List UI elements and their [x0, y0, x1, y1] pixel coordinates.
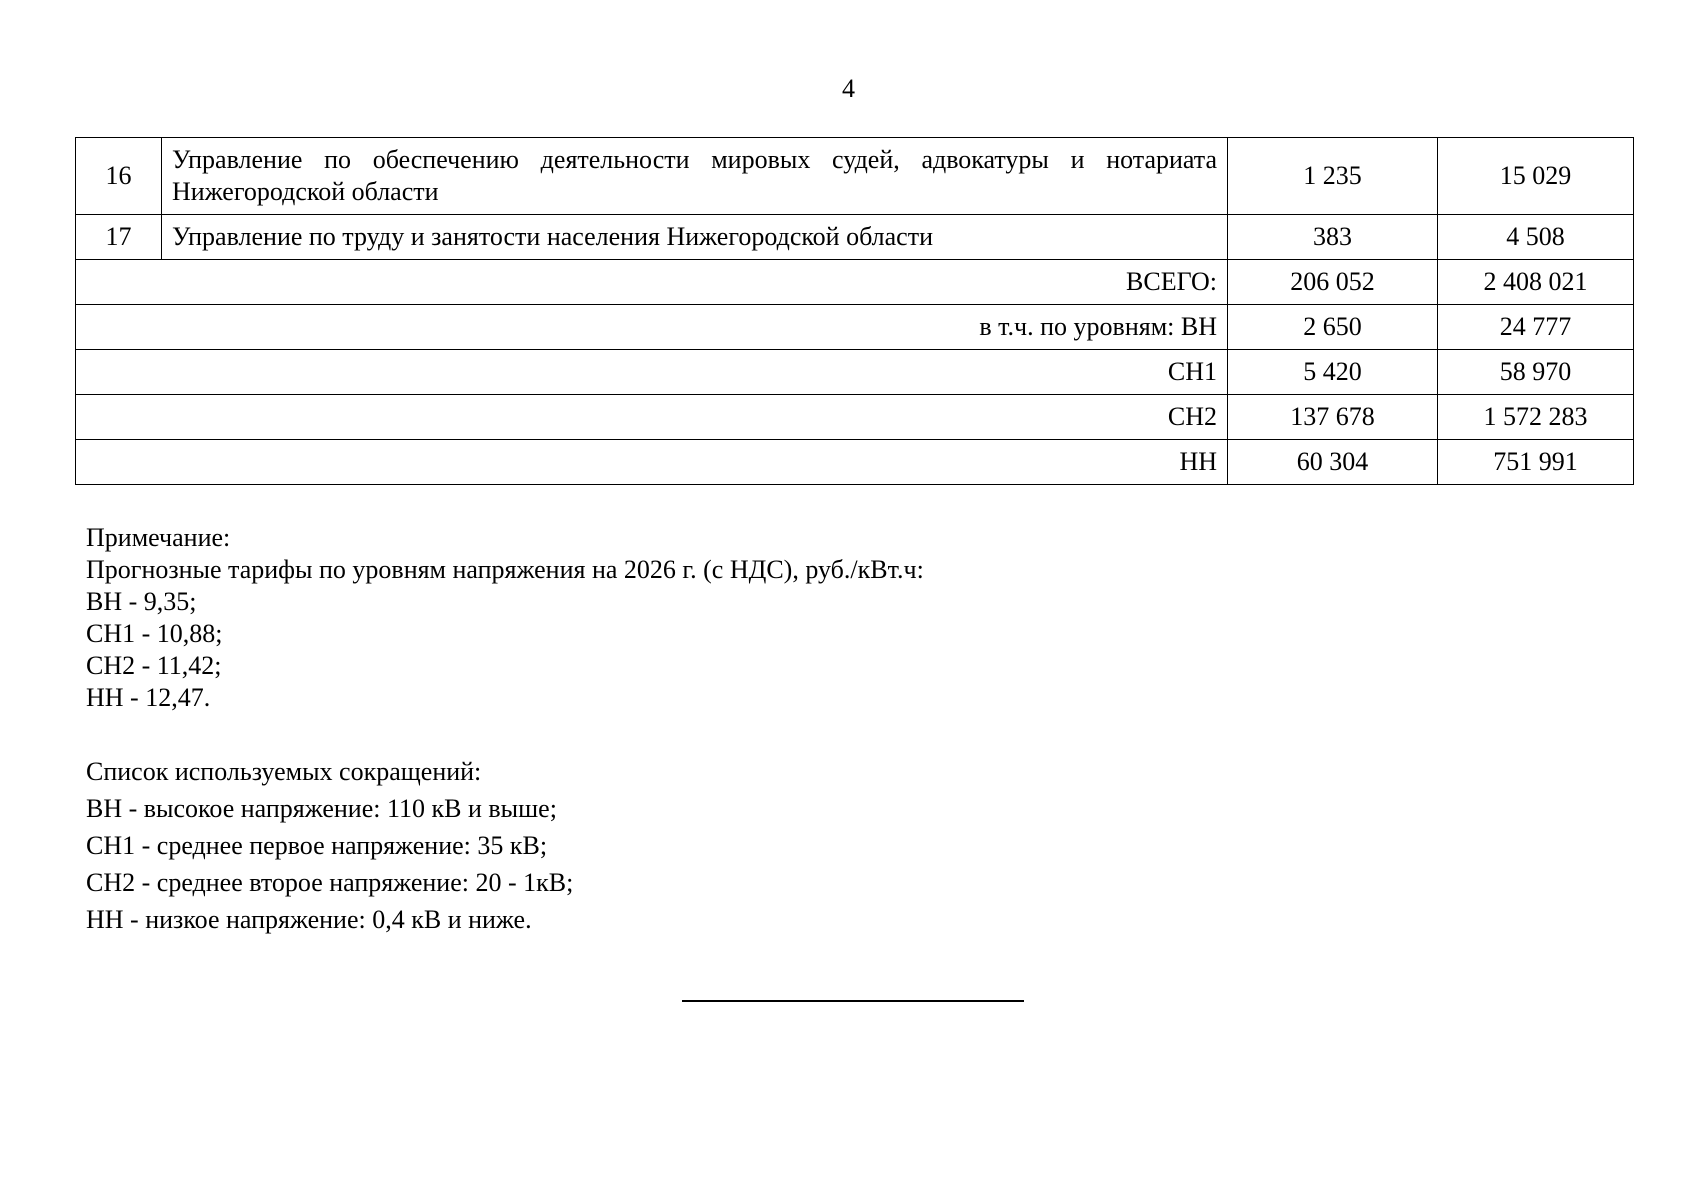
level-value: 2 650	[1228, 305, 1438, 350]
abbreviation-line: СН2 - среднее второе напряжение: 20 - 1кВ;	[86, 868, 574, 897]
level-value: 137 678	[1228, 395, 1438, 440]
row-number: 16	[76, 138, 162, 215]
total-label: ВСЕГО:	[76, 260, 1228, 305]
total-value: 2 408 021	[1438, 260, 1634, 305]
total-row	[76, 260, 1634, 305]
level-row	[76, 395, 1634, 440]
abbreviations-section	[86, 753, 573, 938]
level-value: 58 970	[1438, 350, 1634, 395]
notes-line: ВН - 9,35;	[86, 587, 197, 616]
level-label: в т.ч. по уровням: ВН	[76, 305, 1228, 350]
level-value: 60 304	[1228, 440, 1438, 485]
value-cell: 1 235	[1228, 138, 1438, 215]
organization-name: Управление по труду и занятости населения Нижегородской области	[162, 215, 1228, 260]
value-cell: 383	[1228, 215, 1438, 260]
level-row	[76, 305, 1634, 350]
level-label: СН1	[76, 350, 1228, 395]
value-cell: 15 029	[1438, 138, 1634, 215]
end-divider	[682, 1000, 1024, 1002]
level-value: 5 420	[1228, 350, 1438, 395]
organization-name: Управление по обеспечению деятельности мировых судей, адвокатуры и нотариата Нижегородской области	[162, 138, 1228, 215]
notes-line: СН1 - 10,88;	[86, 619, 223, 648]
value-cell: 4 508	[1438, 215, 1634, 260]
abbreviation-line: СН1 - среднее первое напряжение: 35 кВ;	[86, 831, 548, 860]
table-row	[76, 215, 1634, 260]
notes-heading: Примечание:	[86, 523, 231, 552]
level-value: 24 777	[1438, 305, 1634, 350]
level-label: НН	[76, 440, 1228, 485]
level-row	[76, 440, 1634, 485]
level-value: 751 991	[1438, 440, 1634, 485]
total-value: 206 052	[1228, 260, 1438, 305]
level-value: 1 572 283	[1438, 395, 1634, 440]
level-row	[76, 350, 1634, 395]
abbreviations-heading: Список используемых сокращений:	[86, 757, 482, 786]
level-label: СН2	[76, 395, 1228, 440]
abbreviation-line: НН - низкое напряжение: 0,4 кВ и ниже.	[86, 905, 532, 934]
notes-section	[86, 522, 924, 714]
notes-line: НН - 12,47.	[86, 683, 211, 712]
abbreviation-line: ВН - высокое напряжение: 110 кВ и выше;	[86, 794, 557, 823]
notes-line: Прогнозные тарифы по уровням напряжения на 2026 г. (с НДС), руб./кВт.ч:	[86, 555, 924, 584]
notes-line: СН2 - 11,42;	[86, 651, 222, 680]
row-number: 17	[76, 215, 162, 260]
page-number: 4	[842, 74, 855, 103]
data-table	[75, 137, 1634, 485]
table-row	[76, 138, 1634, 215]
